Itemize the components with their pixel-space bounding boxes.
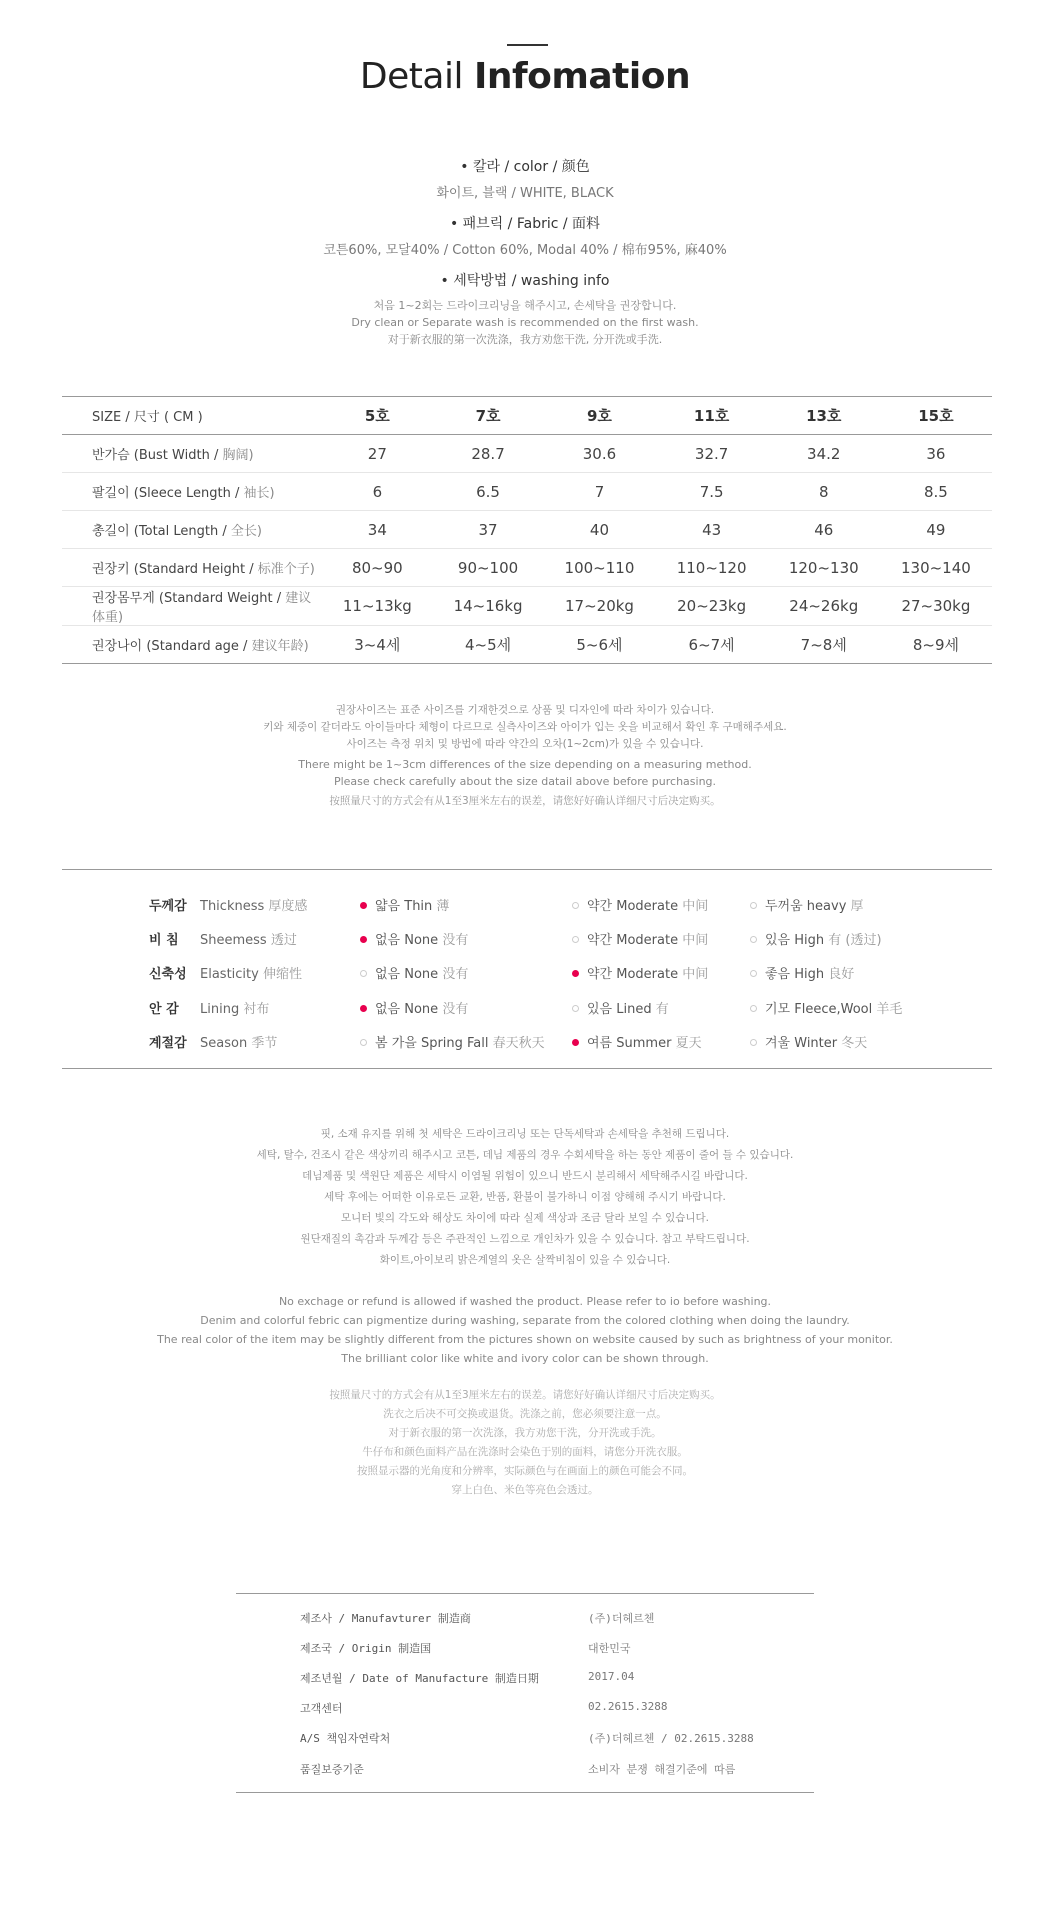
page-title-light: Detail: [359, 56, 463, 97]
care-line: 按照显示器的光角度和分辨率，实际颜色与在画面上的颜色可能会不同。: [357, 1465, 693, 1477]
table-cell: 17~20kg: [565, 597, 634, 615]
color-value: 화이트, 블랙 / WHITE, BLACK: [436, 186, 614, 201]
attribute-en: Elasticity 伸缩性: [200, 967, 302, 982]
attribute-en: Season 季节: [200, 1036, 278, 1051]
care-notes-cn: [0, 1386, 1050, 1500]
care-line: The real color of the item may be slightly different from the pictures shown on website caused by such as brightness of your monitor.: [157, 1333, 893, 1346]
care-line: 按照量尺寸的方式会有从1至3厘米左右的误差。请您好好确认详细尺寸后决定购买。: [329, 1389, 721, 1401]
attribute-en: Thickness 厚度感: [200, 899, 308, 914]
size-table-header: [62, 397, 992, 435]
option: 기모 Fleece,Wool 羊毛: [750, 998, 902, 1017]
option-selected: 얇음 Thin 薄: [360, 895, 449, 914]
care-line: 洗衣之后决不可交换或退货。洗涤之前，您必须要注意一点。: [383, 1408, 667, 1420]
title-top-rule: [507, 44, 548, 46]
option: 봄 가을 Spring Fall 春天秋天: [360, 1032, 545, 1051]
note-line: 권장사이즈는 표준 사이즈를 기재한것으로 상품 및 디자인에 따라 차이가 있습니다.: [335, 704, 715, 716]
attribute-key: 계절감: [149, 1036, 187, 1051]
table-cell: 8.5: [923, 482, 948, 501]
care-line: 화이트,아이보리 밝은계열의 옷은 살짝비침이 있을 수 있습니다.: [379, 1254, 671, 1266]
care-line: 세탁, 탈수, 건조시 같은 색상끼리 해주시고 코튼, 데님 제품의 경우 수회세탁을 하는 동안 제품이 줄어 들 수 있습니다.: [256, 1149, 794, 1161]
washing-ko: 처음 1~2회는 드라이크리닝을 해주시고, 손세탁을 권장합니다.: [373, 299, 677, 312]
note-line: 키와 체중이 같더라도 아이들마다 체형이 다르므로 실측사이즈와 아이가 입는 옷을 비교해서 확인 후 구매해주세요.: [263, 721, 787, 733]
radio-dot-icon: [360, 902, 367, 909]
radio-dot-icon: [750, 1005, 757, 1012]
fabric-heading: • 패브릭 / Fabric / 面料: [449, 216, 601, 232]
table-row: [62, 511, 992, 549]
fabric-value: 코튼60%, 모달40% / Cotton 60%, Modal 40% / 棉布95%, 麻40%: [323, 243, 727, 258]
attribute-en: Lining 衬布: [200, 1002, 270, 1017]
table-cell: 110~120: [676, 558, 747, 577]
attribute-row-thickness: [62, 895, 992, 915]
table-cell: 7~8세: [800, 636, 847, 654]
radio-dot-icon: [360, 1005, 367, 1012]
table-cell: 6~7세: [688, 636, 735, 654]
radio-dot-icon: [750, 970, 757, 977]
note-line: Please check carefully about the size datail above before purchasing.: [333, 775, 717, 788]
attribute-en: Sheemess 透过: [200, 933, 297, 948]
size-notes: [0, 702, 1050, 810]
table-cell: 46: [814, 520, 834, 539]
size-col-5: 5호: [364, 407, 390, 425]
table-cell: 100~110: [564, 558, 635, 577]
row-label: 권장키 (Standard Height / 标准个子): [92, 562, 315, 577]
table-cell: 120~130: [788, 558, 859, 577]
table-cell: 4~5세: [464, 636, 512, 654]
table-cell: 11~13kg: [342, 597, 412, 615]
radio-dot-icon: [750, 1039, 757, 1046]
size-header-label: SIZE / 尺寸 ( CM ): [92, 410, 203, 425]
size-col-9: 9호: [587, 407, 612, 425]
attribute-panel: [62, 869, 992, 1069]
washing-cn: 对于新衣服的第一次洗涤，我方劝您干洗, 分开洗或手洗.: [387, 333, 663, 346]
table-cell: 3~4세: [354, 636, 401, 654]
page-title-bold: Infomation: [473, 56, 691, 97]
color-info: [0, 156, 1050, 201]
care-line: 穿上白色、米色等亮色会透过。: [451, 1484, 599, 1496]
option: 없음 None 没有: [360, 963, 468, 982]
table-cell: 14~16kg: [453, 597, 523, 615]
option-selected: 없음 None 没有: [360, 998, 468, 1017]
washing-heading: • 세탁방법 / washing info: [440, 273, 610, 289]
washing-info: [0, 270, 1050, 348]
table-cell: 32.7: [694, 444, 729, 463]
table-cell: 24~26kg: [789, 597, 859, 615]
care-line: 핏, 소재 유지를 위해 첫 세탁은 드라이크리닝 또는 단독세탁과 손세탁을 추천해 드립니다.: [320, 1128, 730, 1140]
care-line: 对于新衣服的第一次洗涤，我方劝您干洗，分开洗或手洗。: [388, 1427, 662, 1439]
row-label: 팔길이 (Sleece Length / 袖长): [92, 486, 275, 501]
table-cell: 37: [478, 520, 498, 539]
note-line: There might be 1~3cm differences of the size depending on a measuring method.: [298, 758, 752, 771]
table-cell: 90~100: [457, 558, 519, 577]
option: 있음 Lined 有: [572, 998, 669, 1017]
table-cell: 7.5: [699, 482, 724, 501]
option: 좋음 High 良好: [750, 963, 854, 982]
table-row: [62, 549, 992, 587]
radio-dot-icon: [360, 936, 367, 943]
care-line: 원단재질의 촉감과 두께감 등은 주관적인 느낌으로 개인차가 있을 수 있습니다. 참고 부탁드립니다.: [300, 1233, 750, 1245]
radio-dot-icon: [572, 902, 579, 909]
care-line: 세탁 후에는 어떠한 이유로든 교환, 반품, 환불이 불가하니 이점 양해해 주시기 바랍니다.: [324, 1191, 726, 1203]
attribute-key: 안 감: [149, 1002, 179, 1017]
option: 있음 High 有 (透过): [750, 929, 882, 948]
table-cell: 40: [589, 520, 610, 539]
table-row: [62, 587, 992, 626]
table-cell: 8: [818, 482, 829, 501]
care-line: No exchage or refund is allowed if washed the product. Please refer to io before washing.: [278, 1295, 772, 1308]
row-label: 총길이 (Total Length / 全长): [92, 524, 262, 539]
table-cell: 34: [367, 520, 387, 539]
table-cell: 80~90: [351, 558, 403, 577]
radio-dot-icon: [572, 1039, 579, 1046]
attribute-key: 신축성: [149, 967, 187, 982]
table-cell: 30.6: [582, 444, 617, 463]
care-line: Denim and colorful febric can pigmentize during washing, separate from the colored clothing when doing the laundry.: [200, 1314, 850, 1327]
option: 두꺼움 heavy 厚: [750, 895, 864, 914]
table-cell: 130~140: [900, 558, 971, 577]
option-selected: 여름 Summer 夏天: [572, 1032, 702, 1051]
radio-dot-icon: [572, 936, 579, 943]
attribute-key: 비 침: [149, 933, 179, 948]
attribute-row-elasticity: [62, 963, 992, 983]
color-heading: • 칼라 / color / 颜色: [460, 159, 590, 175]
table-cell: 36: [926, 444, 946, 463]
radio-dot-icon: [750, 902, 757, 909]
table-cell: 6.5: [476, 482, 500, 501]
table-cell: 34.2: [807, 444, 841, 463]
option: 약간 Moderate 中间: [572, 895, 708, 914]
table-cell: 7: [594, 482, 605, 501]
table-cell: 5~6세: [576, 636, 623, 654]
size-table: [62, 396, 992, 664]
note-line: 사이즈는 측정 위치 및 방법에 따라 약간의 오차(1~2cm)가 있을 수 있습니다.: [346, 738, 704, 750]
fabric-info: [0, 213, 1050, 258]
radio-dot-icon: [360, 970, 367, 977]
size-col-11: 11호: [693, 407, 730, 425]
table-row: [62, 626, 992, 664]
washing-en: Dry clean or Separate wash is recommended on the first wash.: [351, 316, 699, 329]
radio-dot-icon: [750, 936, 757, 943]
table-cell: 43: [702, 520, 722, 539]
option: 약간 Moderate 中间: [572, 929, 708, 948]
table-cell: 27~30kg: [901, 597, 971, 615]
table-cell: 6: [372, 482, 383, 501]
care-line: 牛仔布和颜色面料产品在洗涤时会染色于别的面料，请您分开洗衣服。: [362, 1446, 688, 1458]
note-line: 按照量尺寸的方式会有从1至3厘米左右的误差，请您好好确认详细尺寸后决定购买。: [329, 795, 721, 807]
manufacturer-info: 제조사 / Manufavturer 制造商 (주)더헤르첸 제조국 / Origin 制造国 대한민국 제조년월 / Date of Manufacture 制造日期 2017.04 고객센터 02.2615.3288 A/S 책임자연락처 (주)더헤르첸 / 02.2615.3288 품질보증기준 소비자 분쟁 해결기준에 따름: [236, 1593, 814, 1793]
table-cell: 8~9세: [912, 636, 959, 654]
attribute-row-lining: [62, 998, 992, 1018]
care-notes-en: [0, 1292, 1050, 1368]
row-label: 반가슴 (Bust Width / 胸阔): [92, 448, 254, 463]
option-selected: 약간 Moderate 中间: [572, 963, 708, 982]
attribute-key: 두께감: [149, 899, 187, 914]
row-label: 권장나이 (Standard age / 建议年龄): [92, 639, 309, 654]
size-col-15: 15호: [918, 407, 954, 425]
table-cell: 49: [926, 520, 946, 539]
radio-dot-icon: [572, 970, 579, 977]
row-label: 권장몸무게 (Standard Weight / 建议体重): [92, 591, 312, 625]
option: 겨울 Winter 冬天: [750, 1032, 867, 1051]
care-line: 데님제품 및 색원단 제품은 세탁시 이염될 위험이 있으니 반드시 분리해서 세탁해주시길 바랍니다.: [302, 1170, 748, 1182]
option-selected: 없음 None 没有: [360, 929, 468, 948]
size-col-7: 7호: [475, 407, 501, 425]
table-cell: 28.7: [471, 444, 505, 463]
size-col-13: 13호: [806, 407, 842, 425]
radio-dot-icon: [360, 1039, 367, 1046]
table-cell: 20~23kg: [677, 597, 747, 615]
care-line: 모니터 빛의 각도와 해상도 차이에 따라 실제 색상과 조금 달라 보일 수 있습니다.: [341, 1212, 709, 1224]
care-line: The brilliant color like white and ivory color can be shown through.: [341, 1352, 709, 1365]
attribute-row-season: [62, 1032, 992, 1052]
table-cell: 27: [367, 444, 387, 463]
attribute-row-sheerness: [62, 929, 992, 949]
radio-dot-icon: [572, 1005, 579, 1012]
table-row: [62, 473, 992, 511]
table-row: [62, 435, 992, 473]
care-notes-ko: [0, 1124, 1050, 1271]
page-title: [0, 56, 1050, 97]
